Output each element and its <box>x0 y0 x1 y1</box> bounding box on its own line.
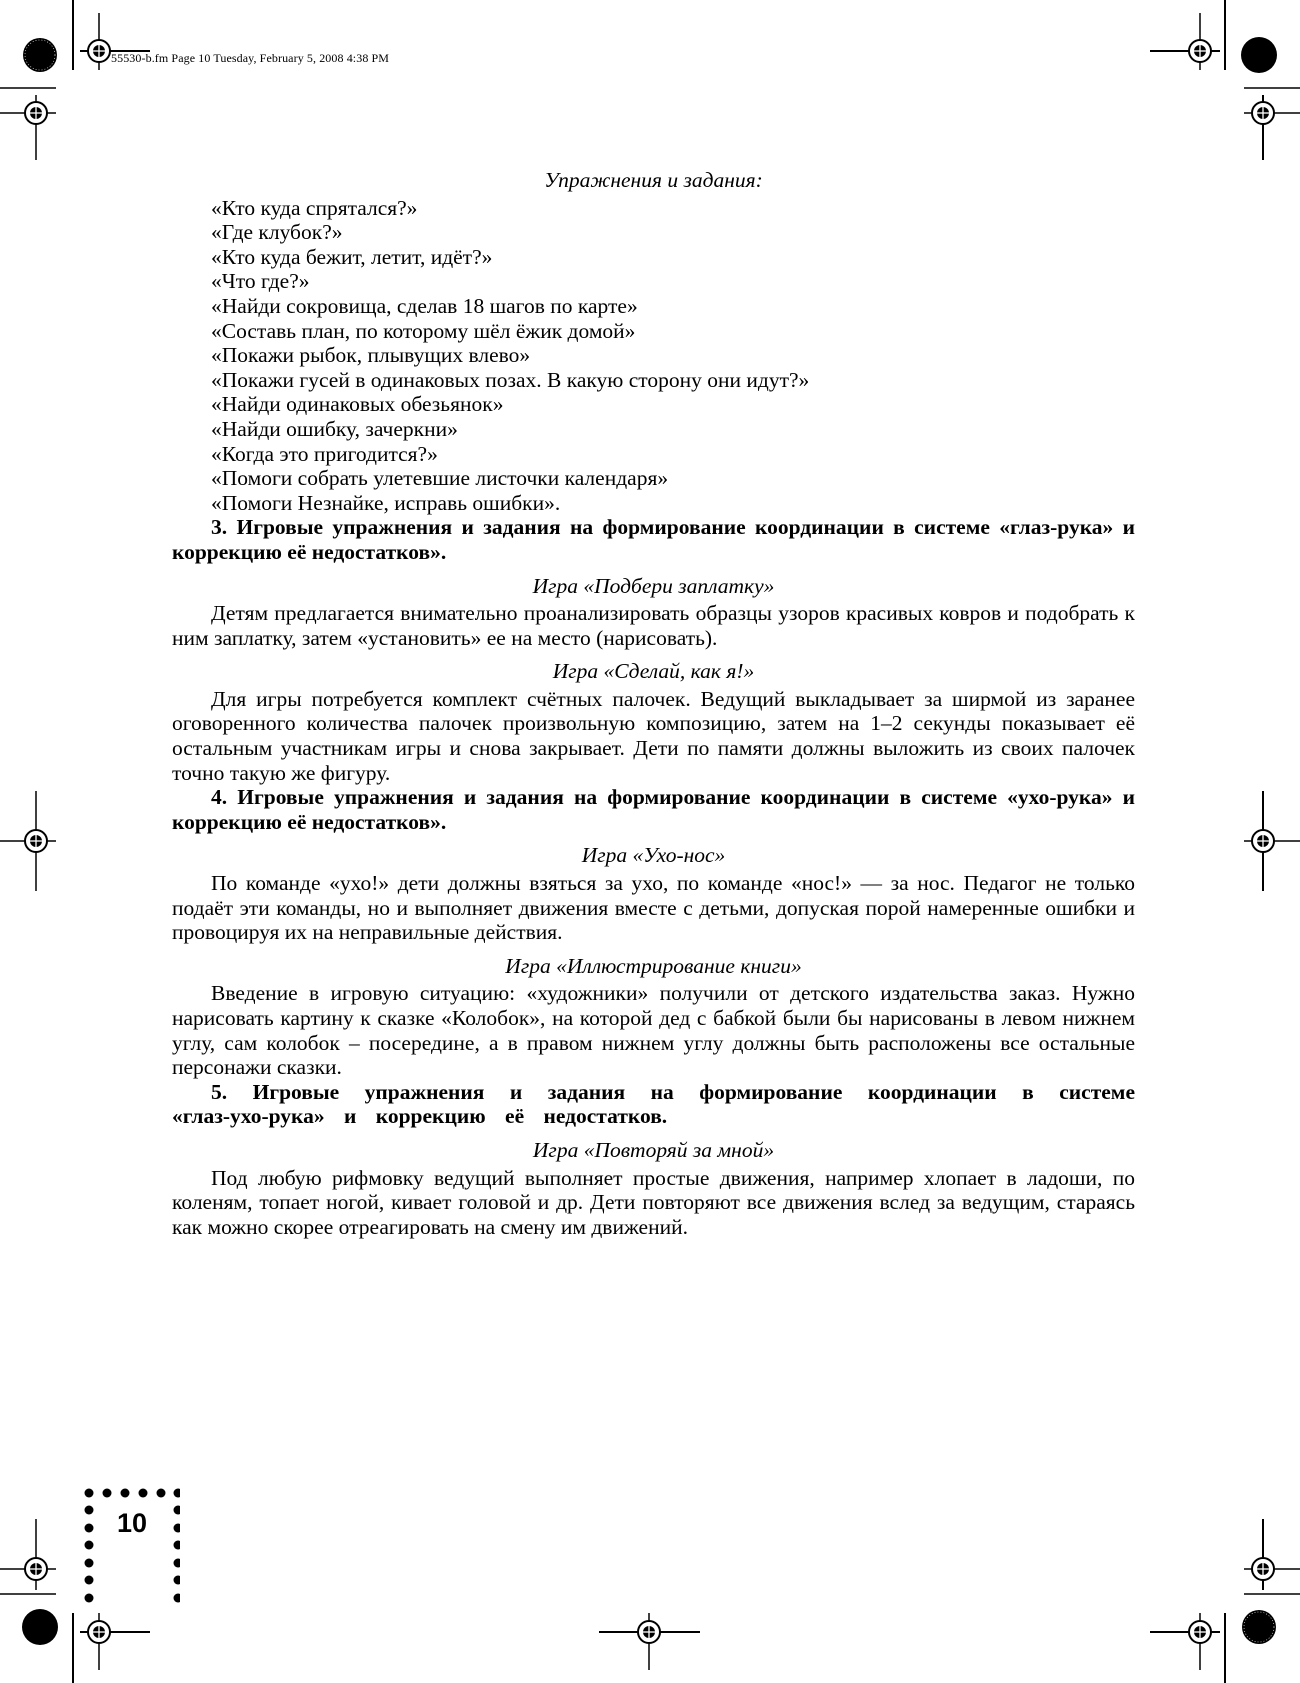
list-item: «Покажи гусей в одинаковых позах. В какую сторону они идут?» <box>211 367 810 392</box>
list-item: «Что где?» <box>211 269 310 294</box>
dotted-frame-icon <box>84 1487 180 1605</box>
print-slug-line: 55530-b.fm Page 10 Tuesday, February 5, 2008 4:38 PM <box>111 51 390 65</box>
list-item: «Найди ошибку, зачеркни» <box>211 416 458 441</box>
game-title: Игра «Сделай, как я!» <box>552 659 755 684</box>
page-body <box>172 168 1135 1239</box>
game-description: Введение в игровую ситуацию: «художники» получили от детского издательства заказ. Нужно нарисовать картину к сказке «Колобок», на которой дед с бабкой были бы нарисованы в левом нижнем углу, сам колобок – посередине, а в правом нижнем углу должны быть расположены все остальные персонажи сказки. <box>172 981 1135 1080</box>
list-item: «Помоги собрать улетевшие листочки календаря» <box>211 466 669 491</box>
game-title: Игра «Подбери заплатку» <box>532 573 775 598</box>
list-item: «Кто куда бежит, летит, идёт?» <box>211 244 493 269</box>
game-description: Для игры потребуется комплект счётных палочек. Ведущий выкладывает за ширмой из заранее оговоренного количества палочек произвольную композицию, затем на 1–2 секунды показывает её остальным участникам игры и снова закрывает. Дети по памяти должны выложить из своих палочек точно такую же фигуру. <box>172 686 1135 785</box>
list-item: «Составь план, по которому шёл ёжик домой» <box>211 318 636 343</box>
list-item: «Где клубок?» <box>211 220 343 245</box>
page-number-frame <box>84 1487 180 1605</box>
list-item: «Покажи рыбок, плывущих влево» <box>211 343 531 368</box>
list-item: «Кто куда спрятался?» <box>211 195 418 220</box>
exercises-heading: Упражнения и задания: <box>544 168 763 192</box>
list-item: «Помоги Незнайке, исправь ошибки». <box>211 490 561 515</box>
exercise-list <box>172 196 1135 516</box>
game-description: Под любую рифмовку ведущий выполняет простые движения, например хлопает в ладоши, по коленям, топает ногой, кивает головой и др. Дети повторяют все движения вслед за ведущим, стараясь как можно скорее отреагировать на смену им движений. <box>172 1165 1135 1239</box>
game-title: Игра «Ухо-нос» <box>581 843 726 868</box>
game-description: Детям предлагается внимательно проанализировать образцы узоров красивых ковров и подобрать к ним заплатку, затем «установить» ее на место (нарисовать). <box>172 601 1135 650</box>
list-item: «Когда это пригодится?» <box>211 441 438 466</box>
game-title: Игра «Повторяй за мной» <box>532 1137 775 1162</box>
section-heading-4: 4. Игровые упражнения и задания на формирование координации в системе «ухо-рука» и коррекцию её недостатков». <box>172 785 1135 834</box>
section-heading-5: 5. Игровые упражнения и задания на формирование координации в системе «глаз-ухо-рука» и коррекцию её недостатков. <box>172 1079 1135 1129</box>
section-heading-3: 3. Игровые упражнения и задания на формирование координации в системе «глаз-рука» и коррекцию её недостатков». <box>172 515 1135 564</box>
game-description: По команде «ухо!» дети должны взяться за ухо, по команде «нос!» — за нос. Педагог не только подаёт эти команды, но и выполняет движения вместе с детьми, допуская порой намеренные ошибки и провоцируя их на неправильные действия. <box>172 871 1135 945</box>
page-number: 10 <box>117 1508 148 1538</box>
game-title: Игра «Иллюстрирование книги» <box>505 953 802 978</box>
list-item: «Найди сокровища, сделав 18 шагов по карте» <box>211 293 638 318</box>
list-item: «Найди одинаковых обезьянок» <box>211 392 504 417</box>
